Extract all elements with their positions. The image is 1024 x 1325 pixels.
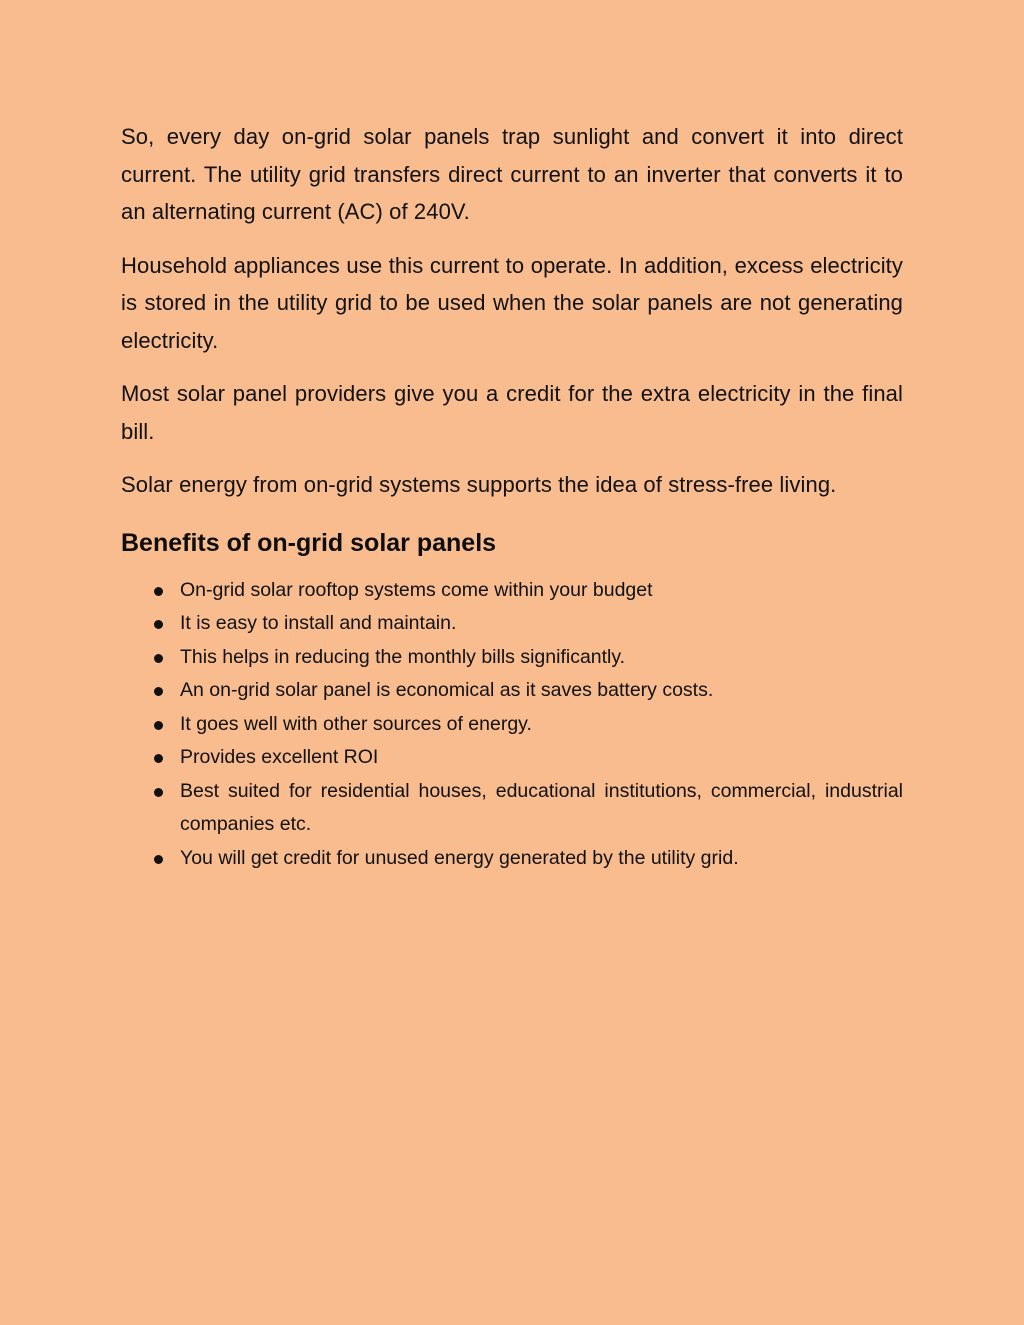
list-item-text: It goes well with other sources of energy.	[180, 712, 532, 735]
bullet-icon	[154, 654, 163, 663]
list-item-text: Best suited for residential houses, educational institutions, commercial, industrial companies etc.	[180, 779, 903, 835]
bullet-icon	[154, 754, 163, 763]
list-item	[121, 708, 903, 742]
paragraph-household-appliances: Household appliances use this current to operate. In addition, excess electricity is stored in the utility grid to be used when the solar panels are not generating electricity.	[121, 252, 903, 353]
list-item-text: It is easy to install and maintain.	[180, 612, 457, 634]
list-item-text: On-grid solar rooftop systems come within your budget	[180, 578, 653, 601]
list-item	[121, 674, 903, 708]
bullet-icon	[154, 721, 163, 730]
list-item	[121, 574, 903, 608]
bullet-icon	[154, 855, 163, 864]
list-item	[121, 741, 903, 775]
bullet-icon	[154, 587, 163, 596]
bullet-icon	[154, 788, 163, 797]
list-item	[121, 842, 903, 876]
paragraph-credit: Most solar panel providers give you a credit for the extra electricity in the final bill.	[121, 381, 903, 444]
list-item-text: An on-grid solar panel is economical as it saves battery costs.	[180, 679, 714, 701]
benefits-list	[121, 574, 903, 876]
list-item	[121, 641, 903, 675]
document-page	[121, 118, 903, 875]
list-item	[121, 607, 903, 641]
paragraph-grid-conversion: So, every day on-grid solar panels trap sunlight and convert it into direct current. The utility grid transfers direct current to an inverter that converts it to an alternating current (AC) of 240V.	[121, 124, 903, 224]
list-item-text: This helps in reducing the monthly bills significantly.	[180, 645, 626, 668]
bullet-icon	[154, 687, 163, 696]
list-item-text: Provides excellent ROI	[180, 746, 379, 768]
paragraph-stress-free: Solar energy from on-grid systems supports the idea of stress-free living.	[121, 472, 837, 497]
bullet-icon	[154, 620, 163, 629]
section-heading: Benefits of on-grid solar panels	[121, 528, 497, 557]
list-item	[121, 775, 903, 842]
list-item-text: You will get credit for unused energy generated by the utility grid.	[180, 846, 739, 869]
